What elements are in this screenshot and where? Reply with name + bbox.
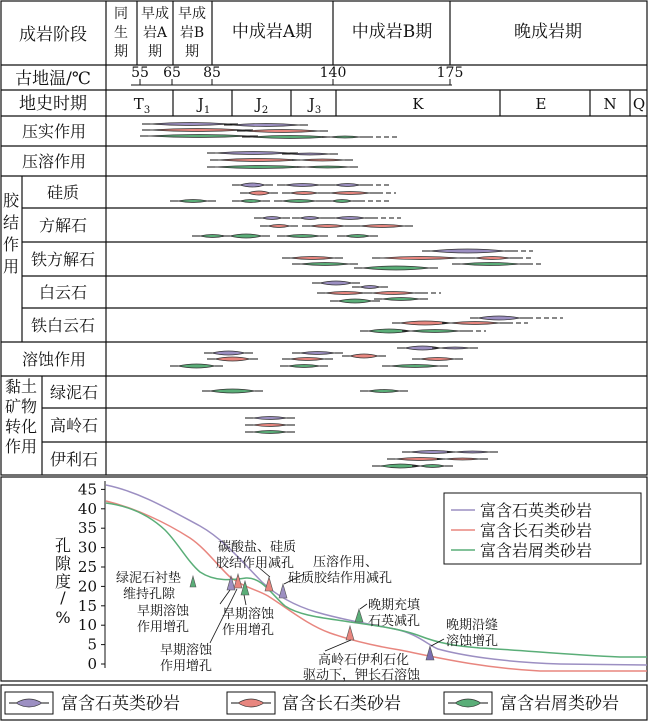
band [140, 135, 258, 138]
svg-text:早期溶蚀: 早期溶蚀 [160, 643, 213, 658]
y-tick-label: 10 [77, 616, 97, 635]
band [297, 166, 358, 168]
svg-text:作用: 作用 [4, 437, 38, 456]
band [280, 365, 328, 368]
svg-text:作: 作 [2, 235, 20, 254]
svg-text:期: 期 [185, 44, 199, 60]
band [170, 364, 223, 368]
bottom-legend-feldspar: 富含长石类砂岩 [282, 694, 401, 714]
label-clay-group [5, 377, 37, 456]
legend-swatch [231, 699, 271, 707]
band [274, 200, 324, 203]
svg-text:转化: 转化 [4, 417, 38, 436]
porosity-chart [1, 477, 647, 683]
svg-text:维持孔隙: 维持孔隙 [123, 587, 176, 602]
y-tick-label: 25 [77, 558, 97, 576]
temp-55: 55 [131, 65, 149, 81]
svg-text:胶: 胶 [2, 191, 20, 210]
svg-text:度: 度 [54, 572, 72, 591]
annotation-carbonate [216, 539, 296, 571]
svg-text:早成: 早成 [178, 6, 206, 22]
y-tick-label: 30 [77, 538, 97, 557]
annotation-kaolinite [303, 652, 421, 683]
band [402, 330, 486, 333]
svg-text:%: % [55, 608, 71, 627]
y-ticks [78, 480, 105, 673]
y-tick-label: 35 [77, 519, 97, 538]
band [352, 225, 413, 228]
band [337, 235, 378, 238]
marker-pressure [279, 584, 287, 598]
band [282, 257, 343, 260]
svg-text:同: 同 [114, 6, 128, 22]
temp-65: 65 [163, 65, 181, 81]
band [322, 136, 398, 138]
legend-label-quartz: 富含石英类砂岩 [480, 501, 593, 520]
annotation-chlorite [116, 570, 181, 602]
band [364, 292, 441, 295]
svg-text:早期溶蚀: 早期溶蚀 [222, 607, 275, 622]
band [327, 184, 390, 187]
band [354, 266, 438, 270]
band [207, 357, 258, 361]
svg-text:隙: 隙 [54, 554, 72, 573]
label-cement-calcite: 方解石 [38, 216, 88, 235]
stage-middle-a: 中成岩A期 [231, 22, 313, 42]
temp-175: 175 [436, 65, 464, 81]
band [412, 358, 463, 361]
band [292, 263, 358, 266]
period-t3: $T_3$ [133, 95, 151, 116]
legend-swatch [448, 699, 488, 707]
svg-text:溶蚀增孔: 溶蚀增孔 [446, 634, 499, 649]
svg-text:岩A: 岩A [142, 25, 168, 41]
bottom-legend-lithic: 富含岩屑类砂岩 [500, 694, 619, 714]
band [277, 235, 328, 238]
annotation-early-lithic [222, 606, 275, 638]
band [282, 358, 333, 361]
period-q: Q [632, 95, 646, 113]
stage-middle-b: 中成岩B期 [351, 22, 433, 42]
band [324, 200, 390, 203]
svg-text:作用增孔: 作用增孔 [160, 659, 213, 674]
y-tick-label: 5 [87, 635, 97, 654]
label-dissolution: 溶蚀作用 [21, 350, 87, 369]
marker-late-fill [355, 609, 363, 622]
label-cement-ferrocalcite: 铁方解石 [30, 250, 96, 269]
svg-text:碳酸盐、硅质: 碳酸盐、硅质 [218, 540, 297, 555]
band [302, 225, 353, 228]
band [352, 286, 388, 289]
svg-text:矿物: 矿物 [4, 397, 38, 416]
band [170, 200, 216, 203]
band [382, 365, 448, 368]
paleotemp-label: 古地温/℃ [15, 69, 91, 89]
label-compaction: 压实作用 [21, 122, 87, 141]
stage-late: 晚成岩期 [514, 22, 582, 42]
bottom-legend-quartz: 富含石英类砂岩 [61, 694, 180, 714]
svg-text:绿泥石衬垫: 绿泥石衬垫 [116, 571, 182, 586]
band [292, 217, 328, 220]
svg-text:孔: 孔 [54, 536, 72, 555]
band [292, 352, 343, 355]
marker-carbonate [265, 577, 273, 591]
band [204, 351, 253, 355]
stage-syngenetic [114, 6, 128, 60]
band [374, 298, 428, 301]
band [467, 257, 533, 260]
temp-85: 85 [203, 65, 221, 81]
svg-text:/: / [60, 588, 66, 607]
svg-text:作用增孔: 作用增孔 [137, 620, 190, 635]
period-j2: $J_2$ [255, 95, 269, 116]
annotation-early-quartz [137, 603, 190, 635]
label-clay-chlorite: 绿泥石 [49, 383, 99, 402]
band [254, 217, 290, 220]
bottom-legend [1, 685, 647, 720]
svg-text:高岭石伊利石化: 高岭石伊利石化 [318, 653, 410, 668]
svg-text:压溶作用、: 压溶作用、 [313, 555, 379, 570]
process-bands [140, 123, 563, 469]
label-cementation-group [3, 191, 20, 276]
band [342, 354, 386, 358]
period-labels [134, 95, 645, 116]
annotation-pressure [288, 554, 392, 586]
band [470, 316, 563, 320]
svg-text:胶结作用减孔: 胶结作用减孔 [216, 556, 295, 571]
annotation-early-feldspar [160, 642, 213, 674]
stage-label: 成岩阶段 [19, 25, 87, 45]
svg-text:黏土: 黏土 [4, 377, 38, 396]
band [142, 129, 253, 132]
label-clay-illite: 伊利石 [49, 450, 99, 469]
legend-label-feldspar: 富含长石类砂岩 [480, 521, 593, 540]
svg-text:期: 期 [148, 44, 162, 60]
svg-text:驱动下，钾长石溶蚀: 驱动下，钾长石溶蚀 [303, 668, 421, 683]
band [442, 322, 528, 325]
band [452, 263, 543, 266]
svg-text:石英减孔: 石英减孔 [368, 614, 421, 629]
band [282, 192, 326, 195]
y-axis-title [55, 536, 72, 627]
y-tick-label: 0 [87, 655, 97, 673]
svg-text:生: 生 [114, 25, 128, 41]
band [447, 451, 498, 453]
band [277, 184, 328, 187]
marker-late-diss [426, 646, 434, 660]
temp-140: 140 [319, 65, 347, 81]
stage-early-b [178, 5, 206, 60]
period-j3: $J_3$ [308, 95, 322, 116]
band [437, 458, 488, 460]
band [232, 200, 270, 203]
band [245, 431, 295, 434]
legend-label-lithic: 富含岩屑类砂岩 [480, 541, 593, 560]
svg-text:早成: 早成 [141, 6, 169, 22]
svg-text:早期溶蚀: 早期溶蚀 [137, 604, 190, 619]
band [432, 347, 478, 349]
svg-text:作用增孔: 作用增孔 [222, 623, 275, 638]
svg-text:用: 用 [2, 257, 20, 276]
period-e: E [535, 95, 547, 113]
period-k: K [412, 95, 424, 113]
svg-text:晚期沿缝: 晚期沿缝 [446, 618, 499, 633]
band [260, 225, 298, 228]
period-n: N [603, 95, 617, 113]
band [245, 417, 295, 420]
label-cement-ankerite: 铁白云石 [30, 316, 96, 335]
band [327, 217, 401, 220]
band [422, 249, 533, 253]
label-clay-kaolinite: 高岭石 [49, 416, 99, 435]
band [240, 191, 278, 195]
band [412, 465, 453, 468]
marker-chlorite [190, 576, 196, 587]
band [232, 183, 273, 187]
annotation-late-fill [368, 597, 421, 629]
y-tick-label: 15 [77, 596, 97, 615]
band [222, 234, 270, 238]
svg-text:期: 期 [114, 44, 128, 60]
label-pressure-solution: 压溶作用 [21, 152, 87, 171]
annotation-late-dissolution [446, 617, 498, 649]
svg-text:硅质胶结作用减孔: 硅质胶结作用减孔 [288, 571, 393, 586]
y-tick-label: 20 [77, 577, 97, 596]
period-j1: $J_1$ [197, 95, 211, 116]
marker-kaolinite [346, 626, 354, 640]
legend-swatch [9, 699, 49, 707]
band [245, 424, 295, 427]
band [202, 389, 263, 393]
band [330, 299, 380, 303]
band [312, 281, 360, 285]
stage-early-a [141, 5, 169, 60]
paleotemp-values [131, 65, 463, 81]
svg-text:岩B: 岩B [179, 25, 205, 41]
svg-text:晚期充填: 晚期充填 [368, 598, 421, 613]
band [360, 390, 408, 393]
band [322, 192, 396, 195]
y-tick-label: 45 [77, 480, 97, 499]
band [292, 159, 353, 161]
label-cement-dolomite: 白云石 [38, 283, 88, 302]
band [372, 257, 468, 260]
band [142, 123, 238, 126]
y-tick-label: 40 [77, 499, 97, 518]
era-label: 地史时期 [19, 94, 87, 114]
svg-text:结: 结 [2, 213, 20, 232]
label-cement-silica: 硅质 [46, 183, 80, 202]
